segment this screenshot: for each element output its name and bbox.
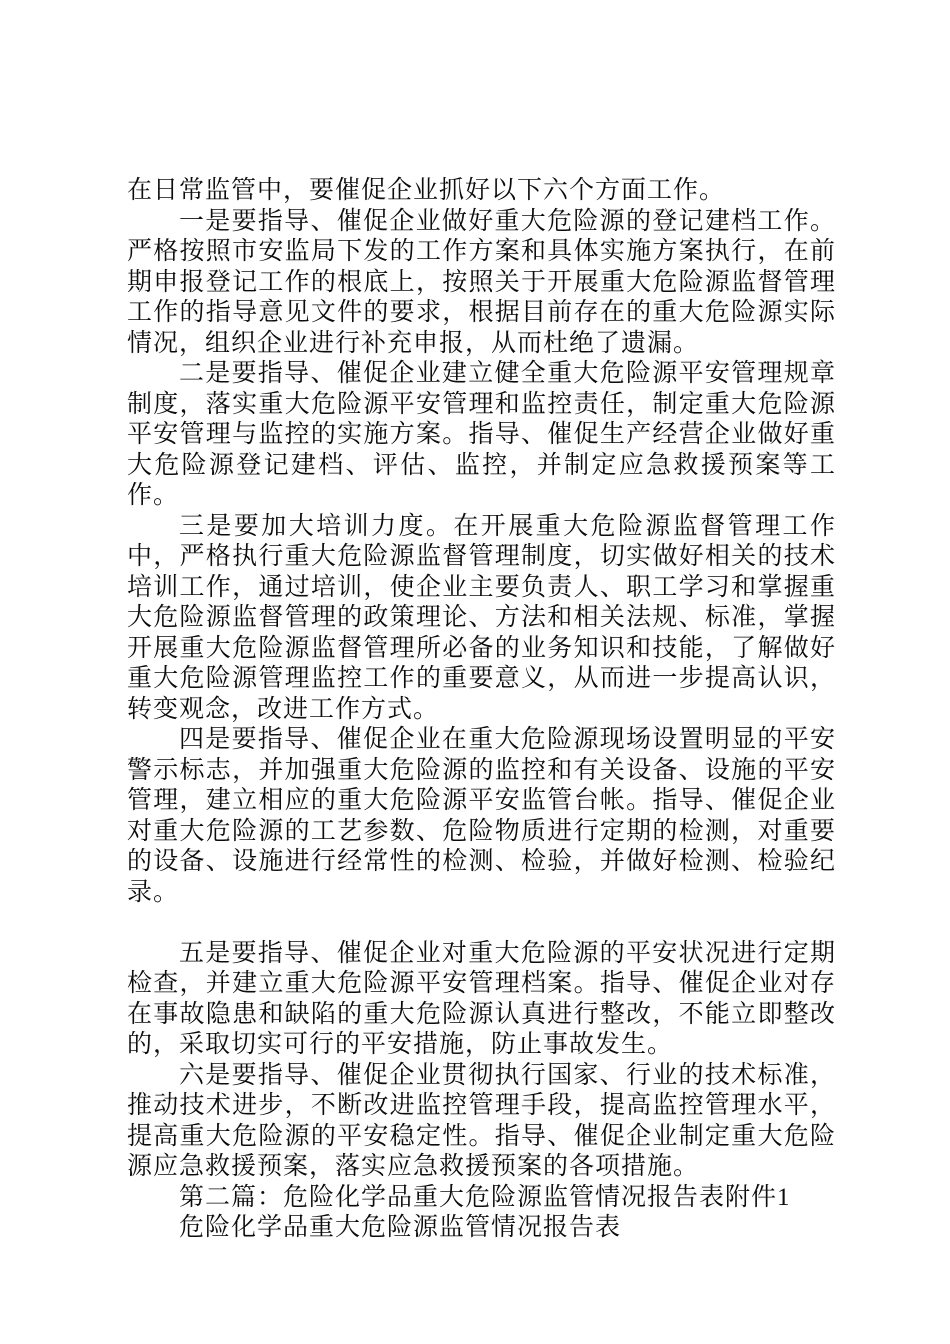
- paragraph-intro: 在日常监管中，要催促企业抓好以下六个方面工作。: [127, 177, 726, 204]
- paragraph-point-1: 一是要指导、催促企业做好重大危险源的登记建档工作。严格按照市安监局下发的工作方案和具体实施方案执行，在前期申报登记工作的根底上，按照关于开展重大危险源监督管理工作的指导意见文件的要求，根据目前存在的重大危险源实际情况，组织企业进行补充申报，从而杜绝了遗漏。: [127, 207, 836, 357]
- paragraph-point-6: 六是要指导、催促企业贯彻执行国家、行业的技术标准，推动技术进步，不断改进监控管理手段，提高监控管理水平，提高重大危险源的平安稳定性。指导、催促企业制定重大危险源应急救援预案，落实应急救援预案的各项措施。: [127, 1061, 836, 1180]
- paragraph-point-2: 二是要指导、催促企业建立健全重大危险源平安管理规章制度，落实重大危险源平安管理和监控责任，制定重大危险源平安管理与监控的实施方案。指导、催促生产经营企业做好重大危险源登记建档、评估、监控，并制定应急救援预案等工作。: [127, 360, 836, 509]
- blank-line: [127, 908, 836, 939]
- paragraph-part2-heading: 第二篇：危险化学品重大危险源监管情况报告表附件1: [179, 1183, 791, 1211]
- paragraph-point-5: 五是要指导、催促企业对重大危险源的平安状况进行定期检查，并建立重大危险源平安管理档案。指导、催促企业对存在事故隐患和缺陷的重大危险源认真进行整改，不能立即整改的，采取切实可行的平安措施，防止事故发生。: [127, 939, 836, 1058]
- paragraph-point-3: 三是要加大培训力度。在开展重大危险源监督管理工作中，严格执行重大危险源监督管理制度，切实做好相关的技术培训工作，通过培训，使企业主要负责人、职工学习和掌握重大危险源监督管理的政策理论、方法和相关法规、标准，掌握开展重大危险源监督管理所必备的业务知识和技能，了解做好重大危险源管理监控工作的重要意义，从而进一步提高认识，转变观念，改进工作方式。: [127, 512, 836, 723]
- paragraph-point-4: 四是要指导、催促企业在重大危险源现场设置明显的平安警示标志，并加强重大危险源的监控和有关设备、设施的平安管理，建立相应的重大危险源平安监管台帐。指导、催促企业对重大危险源的工艺参数、危险物质进行定期的检测，对重要的设备、设施进行经常性的检测、检验，并做好检测、检验纪录。: [127, 726, 836, 906]
- paragraph-report-table-title: 危险化学品重大危险源监管情况报告表: [179, 1214, 622, 1241]
